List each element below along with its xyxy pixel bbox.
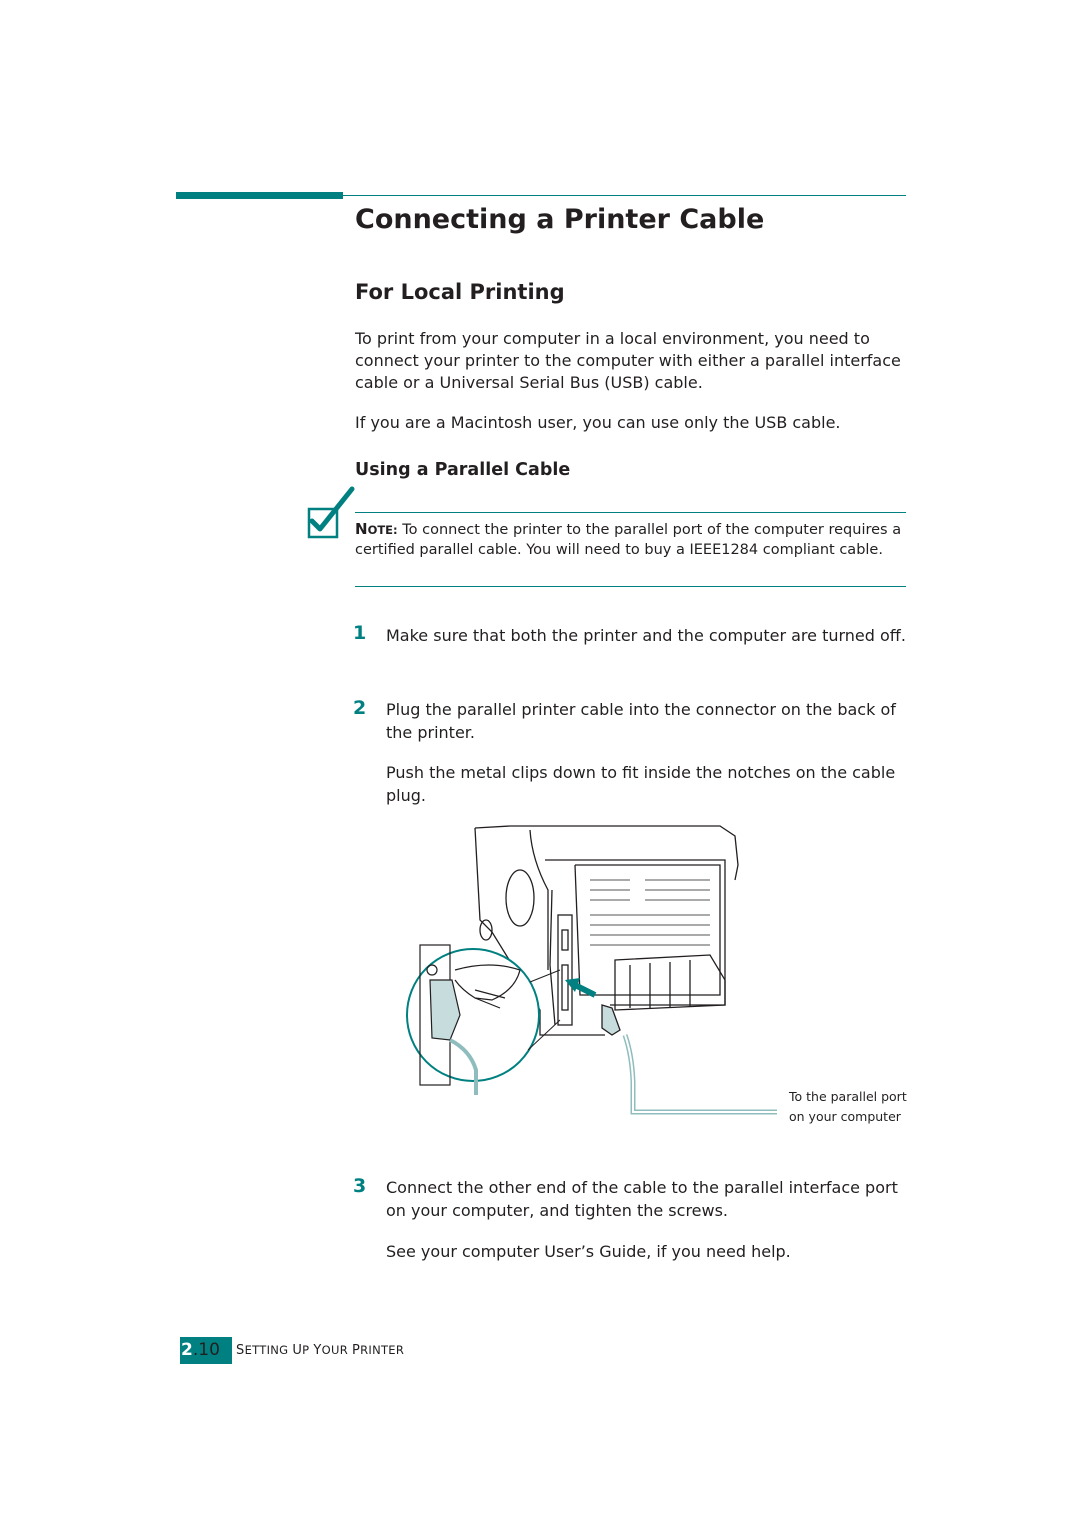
macintosh-paragraph: If you are a Macintosh user, you can use only the USB cable. — [355, 413, 841, 432]
page-title: Connecting a Printer Cable — [355, 204, 765, 235]
footer-page-number: 2.10 — [181, 1340, 220, 1360]
figure-caption: To the parallel port on your computer — [789, 1089, 907, 1124]
step-text-1: Make sure that both the printer and the computer are turned off. — [386, 626, 906, 645]
step-number-3: 3 — [353, 1175, 367, 1197]
step-number-1: 1 — [353, 622, 367, 644]
header-rule-line — [343, 195, 906, 196]
step-text-3: Connect the other end of the cable to the parallel interface port on your computer, and tighten the screws. — [386, 1178, 898, 1220]
note-text: To connect the printer to the parallel port of the computer requires a certified parallel cable. You will need to buy a IEEE1284 compliant cable. — [355, 522, 902, 558]
note-top-rule — [355, 512, 906, 513]
footer-chapter-title: SETTING UP YOUR PRINTER — [236, 1343, 405, 1358]
header-rule-accent — [176, 192, 343, 199]
printer-rear-parallel-cable-illustration — [380, 820, 900, 1120]
note-checkmark-icon — [306, 485, 358, 547]
note-block — [355, 519, 910, 560]
section-title: For Local Printing — [355, 280, 565, 304]
subsection-title: Using a Parallel Cable — [355, 460, 571, 480]
note-label: NOTE: — [355, 520, 398, 538]
step-text-2: Plug the parallel printer cable into the connector on the back of the printer. — [386, 700, 896, 742]
note-bottom-rule — [355, 586, 906, 587]
intro-paragraph: To print from your computer in a local environment, you need to connect your printer to the computer with either a parallel interface cable or a Universal Serial Bus (USB) cable. — [355, 329, 901, 392]
step-subtext-2: Push the metal clips down to fit inside the notches on the cable plug. — [386, 763, 896, 805]
step-number-2: 2 — [353, 697, 367, 719]
step-subtext-3: See your computer User’s Guide, if you need help. — [386, 1242, 791, 1261]
